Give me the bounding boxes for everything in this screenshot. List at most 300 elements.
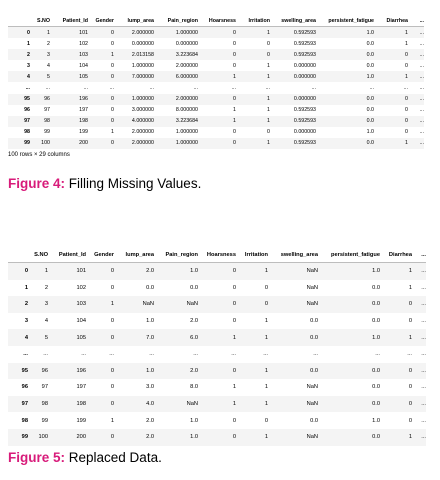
table-cell: 1 [236, 116, 270, 127]
table-row [8, 379, 426, 396]
table-cell: 0.0 [316, 116, 374, 127]
table-cell: ... [412, 363, 426, 380]
table-cell: 196 [50, 94, 88, 105]
row-index: 4 [8, 71, 30, 82]
table-cell: 5 [30, 71, 50, 82]
table-cell: 0 [233, 40, 236, 47]
table-cell: 1 [374, 71, 408, 82]
table-cell: ... [408, 27, 424, 39]
table-cell: ... [86, 346, 114, 363]
table-cell: 3 [28, 296, 48, 313]
table-row [8, 296, 426, 313]
table-cell: 0 [86, 429, 114, 446]
table-cell: 2.000000 [114, 138, 154, 149]
column-header [8, 16, 30, 27]
table-cell: NaN [114, 296, 154, 313]
table-cell: 1.0 [318, 263, 380, 280]
table-cell: 0 [380, 296, 412, 313]
row-index: 97 [8, 116, 30, 127]
column-header: Pain_region [154, 248, 198, 263]
table-cell: 196 [48, 363, 86, 380]
row-index: ... [8, 82, 30, 93]
column-header: ... [412, 248, 426, 263]
caption-label: Figure 5: [8, 450, 66, 465]
table-cell: 1 [86, 296, 114, 313]
table-cell: 0.000000 [270, 71, 316, 82]
table-cell: ... [408, 138, 424, 149]
table-cell: 1 [264, 318, 268, 325]
table-cell: 102 [79, 40, 88, 47]
table-cell: 0 [233, 129, 236, 136]
table-cell: 97 [44, 107, 50, 114]
row-count-text: 100 rows × 29 columns [8, 152, 70, 158]
table-cell: ... [88, 82, 114, 93]
table-cell: 1.0 [146, 318, 154, 325]
table-cell: NaN [268, 296, 318, 313]
table-cell: 0 [86, 329, 114, 346]
row-index: 3 [27, 62, 30, 69]
table-cell: 0.000000 [293, 129, 316, 136]
table-cell: 0 [111, 40, 114, 47]
table-row [8, 263, 426, 280]
table-cell: ... [268, 346, 318, 363]
table-cell: 0.592593 [270, 27, 316, 39]
table-cell: 1 [198, 71, 236, 82]
table-cell: 0 [110, 284, 114, 291]
table-cell: 105 [48, 329, 86, 346]
table-cell: 0 [232, 318, 236, 325]
table-cell: 1 [380, 429, 412, 446]
table-cell: 2.000000 [175, 62, 198, 69]
table-cell: 7.000000 [114, 71, 154, 82]
table-cell: 0 [111, 107, 114, 114]
table-cell: ... [30, 82, 50, 93]
table-cell: 2.000000 [154, 94, 198, 105]
column-header: Patient_Id [50, 16, 88, 27]
table-cell: 0.0 [366, 107, 374, 114]
table-cell: 2 [44, 284, 48, 291]
row-index: 95 [8, 94, 30, 105]
column-header: lump_area [114, 248, 154, 263]
table-cell: ... [236, 346, 268, 363]
table-cell: ... [419, 107, 424, 114]
column-header: Irritation [236, 248, 268, 263]
table-cell: 0 [405, 107, 408, 114]
table-cell: 1 [267, 62, 270, 69]
table-cell: ... [380, 346, 412, 363]
table-cell: ... [412, 296, 426, 313]
table-cell: 101 [50, 27, 88, 39]
table-cell: ... [408, 49, 424, 60]
table-cell: 1.000000 [154, 138, 198, 149]
column-header: ... [408, 16, 424, 27]
table-cell: 0 [380, 363, 412, 380]
figure-5-caption [8, 450, 162, 465]
table-cell: 1 [380, 263, 412, 280]
table-cell: 1 [374, 138, 408, 149]
table-cell: ... [412, 396, 426, 413]
table-cell: 99 [44, 129, 50, 136]
table-cell: 98 [28, 396, 48, 413]
table-cell: ... [198, 82, 236, 93]
table-cell: NaN [306, 284, 318, 291]
table-cell: 0.0 [366, 62, 374, 69]
table-row [8, 116, 424, 127]
table-cell: ... [419, 129, 424, 136]
table-cell: 0.0 [268, 363, 318, 380]
table-cell: 0 [374, 49, 408, 60]
table-cell: 0 [198, 296, 236, 313]
row-index: ... [8, 346, 28, 363]
table-cell: 2.013158 [114, 49, 154, 60]
row-index: 97 [8, 396, 28, 413]
table-cell: 0 [86, 396, 114, 413]
table-cell: 0.0 [318, 363, 380, 380]
table-cell: 1 [236, 71, 270, 82]
row-index: 95 [8, 363, 28, 380]
row-index: 4 [8, 329, 28, 346]
column-header: Hoarsness [198, 248, 236, 263]
table-cell: 198 [48, 396, 86, 413]
table-row [8, 412, 426, 429]
table-cell: 0 [198, 27, 236, 39]
table-cell: NaN [268, 429, 318, 446]
table-cell: 100 [28, 429, 48, 446]
table-cell: ... [316, 82, 374, 93]
table-cell: ... [236, 82, 270, 93]
table-cell: 0.0 [268, 329, 318, 346]
table-cell: ... [408, 82, 424, 93]
table-cell: 103 [50, 49, 88, 60]
table-cell: 0.0 [190, 284, 198, 291]
table-cell: 0 [198, 94, 236, 105]
table-cell: ... [48, 346, 86, 363]
table-cell: 0 [110, 384, 114, 391]
table-cell: 0 [111, 62, 114, 69]
table-cell: ... [412, 346, 426, 363]
table-cell: 2.0 [154, 363, 198, 380]
table-cell: 1.0 [372, 417, 380, 424]
table-row [8, 127, 424, 138]
table-cell: 0 [88, 71, 114, 82]
table-cell: 0 [374, 94, 408, 105]
table-row [8, 280, 426, 297]
table-cell: 0.0 [146, 284, 154, 291]
table-cell: 0.0 [366, 40, 374, 47]
table-cell: 0 [267, 129, 270, 136]
table-cell: 0.592593 [293, 107, 316, 114]
table-cell: 0 [374, 116, 408, 127]
table-cell: 0 [88, 94, 114, 105]
row-index: 0 [8, 263, 28, 280]
row-index: 99 [8, 429, 28, 446]
table-row [8, 363, 426, 380]
row-index: 99 [8, 138, 30, 149]
row-index: 98 [24, 129, 30, 136]
table-cell: 6.0 [154, 329, 198, 346]
table-cell: 1 [267, 107, 270, 114]
column-header: Hoarsness [198, 16, 236, 27]
table-cell: 0.0 [372, 384, 380, 391]
table-cell: 0 [88, 27, 114, 39]
table-cell: ... [421, 417, 426, 424]
table-cell: ... [270, 82, 316, 93]
table-cell: ... [419, 62, 424, 69]
column-header: persistent_fatigue [318, 248, 380, 263]
table-cell: 0 [198, 49, 236, 60]
table-cell: 200 [48, 429, 86, 446]
table-cell: 2.0 [114, 263, 154, 280]
table-cell: 1.0 [366, 129, 374, 136]
column-header: Patient_Id [48, 248, 86, 263]
table-row [8, 60, 424, 71]
column-header: swelling_area [268, 248, 318, 263]
table-row [8, 82, 424, 93]
table-cell: 1.0 [154, 263, 198, 280]
table-cell: 1 [236, 94, 270, 105]
table-cell: 1 [28, 263, 48, 280]
replaced-data-table [8, 248, 426, 446]
row-index: 2 [8, 296, 28, 313]
table-cell: 1 [88, 49, 114, 60]
table-cell: 0.000000 [270, 94, 316, 105]
table-cell: 0 [236, 296, 268, 313]
table-cell: 1.0 [190, 417, 198, 424]
row-index: 2 [8, 49, 30, 60]
table-row [8, 38, 424, 49]
table-cell: 8.000000 [175, 107, 198, 114]
table-cell: 0 [405, 62, 408, 69]
table-cell: 1.0 [316, 27, 374, 39]
row-index: 96 [24, 107, 30, 114]
table-cell: 4.0 [114, 396, 154, 413]
table-cell: 0.000000 [293, 62, 316, 69]
column-header: persistent_fatigue [316, 16, 374, 27]
table-cell: 97 [41, 384, 48, 391]
table-cell: 0 [236, 49, 270, 60]
row-index: 96 [21, 384, 28, 391]
column-header: S.NO [28, 248, 48, 263]
table-row [8, 71, 424, 82]
table-cell: 100 [30, 138, 50, 149]
table-row [8, 396, 426, 413]
row-index: 1 [27, 40, 30, 47]
table-cell: 0 [110, 318, 114, 325]
column-header: Gender [88, 16, 114, 27]
table-row [8, 94, 424, 105]
table-cell: NaN [154, 396, 198, 413]
table-cell: 101 [48, 263, 86, 280]
caption-text: Filling Missing Values. [65, 176, 202, 191]
caption-text: Replaced Data. [65, 450, 162, 465]
table-cell: 0 [264, 417, 268, 424]
table-cell: 1.000000 [114, 94, 154, 105]
table-cell: 1.000000 [154, 27, 198, 39]
table-cell: ... [412, 263, 426, 280]
table-header-row [8, 248, 426, 263]
table-row [8, 329, 426, 346]
table-cell: 0 [232, 417, 236, 424]
table-cell: 102 [76, 284, 86, 291]
table-cell: 1 [236, 27, 270, 39]
table-cell: 0 [198, 138, 236, 149]
table-cell: 0.0 [372, 284, 380, 291]
table-cell: 0 [264, 284, 268, 291]
table-cell: 1 [374, 27, 408, 39]
table-cell: 3.223684 [154, 116, 198, 127]
table-cell: 1 [380, 329, 412, 346]
column-header: lump_area [114, 16, 154, 27]
row-index: 98 [21, 417, 28, 424]
table-cell: 5 [28, 329, 48, 346]
caption-label: Figure 4: [8, 176, 66, 191]
table-cell: 1 [233, 107, 236, 114]
table-cell: ... [421, 318, 426, 325]
table-cell: ... [421, 384, 426, 391]
table-cell: 0 [405, 129, 408, 136]
table-cell: 1 [198, 396, 236, 413]
column-header: S.NO [30, 16, 50, 27]
row-index: 0 [8, 27, 30, 39]
table-cell: 2.000000 [131, 129, 154, 136]
table-cell: 0 [408, 318, 412, 325]
table-cell: NaN [268, 263, 318, 280]
table-cell: 0 [86, 263, 114, 280]
table-cell: 2.0 [146, 417, 154, 424]
table-cell: 4 [44, 318, 48, 325]
table-cell: 103 [48, 296, 86, 313]
table-cell: 0.592593 [270, 116, 316, 127]
table-cell: 1.000000 [131, 62, 154, 69]
table-cell: ... [318, 346, 380, 363]
table-cell: 0 [233, 62, 236, 69]
table-cell: 0 [88, 138, 114, 149]
table-cell: 0 [86, 363, 114, 380]
table-cell: NaN [154, 296, 198, 313]
table-cell: 3 [30, 49, 50, 60]
table-header-row [8, 16, 424, 27]
table-row [8, 313, 426, 330]
table-cell: 4.000000 [114, 116, 154, 127]
table-cell: 0.0 [316, 94, 374, 105]
table-cell: 8.0 [190, 384, 198, 391]
table-cell: 199 [76, 417, 86, 424]
table-row [8, 105, 424, 116]
table-cell: 0.592593 [270, 138, 316, 149]
table-cell: 1 [408, 284, 412, 291]
table-cell: 0 [198, 263, 236, 280]
column-header [8, 248, 28, 263]
table-cell: 104 [76, 318, 86, 325]
table-cell: 6.000000 [154, 71, 198, 82]
table-cell: ... [421, 284, 426, 291]
table-cell: 0.0 [310, 417, 318, 424]
table-cell: 0.000000 [175, 40, 198, 47]
table-cell: 0 [198, 363, 236, 380]
table-cell: 0.592593 [270, 49, 316, 60]
table-cell: 0.0 [316, 49, 374, 60]
table-cell: 0 [408, 384, 412, 391]
table-cell: 2.0 [190, 318, 198, 325]
table-cell: ... [408, 94, 424, 105]
table-cell: 1 [110, 417, 114, 424]
table-cell: NaN [268, 396, 318, 413]
table-cell: 1.000000 [175, 129, 198, 136]
table-cell: ... [198, 346, 236, 363]
table-cell: 1 [111, 129, 114, 136]
table-cell: 200 [50, 138, 88, 149]
table-cell: 1 [198, 329, 236, 346]
table-cell: 99 [41, 417, 48, 424]
table-row [8, 138, 424, 149]
table-cell: 3.000000 [131, 107, 154, 114]
table-cell: ... [50, 82, 88, 93]
table-cell: ... [408, 116, 424, 127]
table-cell: 2 [47, 40, 50, 47]
table-cell: 1 [236, 329, 268, 346]
table-cell: ... [154, 82, 198, 93]
row-index: 3 [24, 318, 28, 325]
table-cell: 0.0 [318, 396, 380, 413]
table-cell: 0 [408, 417, 412, 424]
table-cell: 1 [30, 27, 50, 39]
table-cell: ... [408, 71, 424, 82]
table-cell: 0.000000 [131, 40, 154, 47]
table-cell: 1 [236, 363, 268, 380]
table-cell: 1.0 [154, 429, 198, 446]
filled-values-table [8, 16, 424, 149]
table-cell: 198 [50, 116, 88, 127]
table-cell: 3.0 [146, 384, 154, 391]
table-cell: ... [114, 82, 154, 93]
table-cell: 1.0 [114, 363, 154, 380]
table-cell: ... [412, 429, 426, 446]
table-cell: 1 [236, 429, 268, 446]
table-cell: 104 [79, 62, 88, 69]
table-row [8, 346, 426, 363]
table-cell: ... [419, 40, 424, 47]
table-cell: 0.0 [318, 429, 380, 446]
table-cell: 98 [30, 116, 50, 127]
table-cell: 1 [405, 40, 408, 47]
table-row [8, 27, 424, 39]
table-cell: 96 [30, 94, 50, 105]
column-header: swelling_area [270, 16, 316, 27]
table-cell: 105 [50, 71, 88, 82]
table-cell: 1 [198, 116, 236, 127]
row-index: 1 [24, 284, 28, 291]
table-cell: 199 [79, 129, 88, 136]
column-header: Irritation [236, 16, 270, 27]
table-cell: 1.0 [316, 71, 374, 82]
table-cell: 1 [236, 263, 268, 280]
table-cell: 0 [267, 40, 270, 47]
table-cell: 2.000000 [114, 27, 154, 39]
table-cell: 0.0 [316, 138, 374, 149]
table-cell: ... [412, 329, 426, 346]
table-cell: 0.0 [318, 296, 380, 313]
table-cell: 0.0 [310, 318, 318, 325]
figure-4-caption [8, 176, 201, 191]
table-cell: 3.223684 [154, 49, 198, 60]
table-cell: 0 [232, 284, 236, 291]
table-cell: 2.0 [114, 429, 154, 446]
table-cell: 1 [232, 384, 236, 391]
table-cell: ... [374, 82, 408, 93]
column-header: Gender [86, 248, 114, 263]
table-cell: NaN [306, 384, 318, 391]
column-header: Pain_region [154, 16, 198, 27]
